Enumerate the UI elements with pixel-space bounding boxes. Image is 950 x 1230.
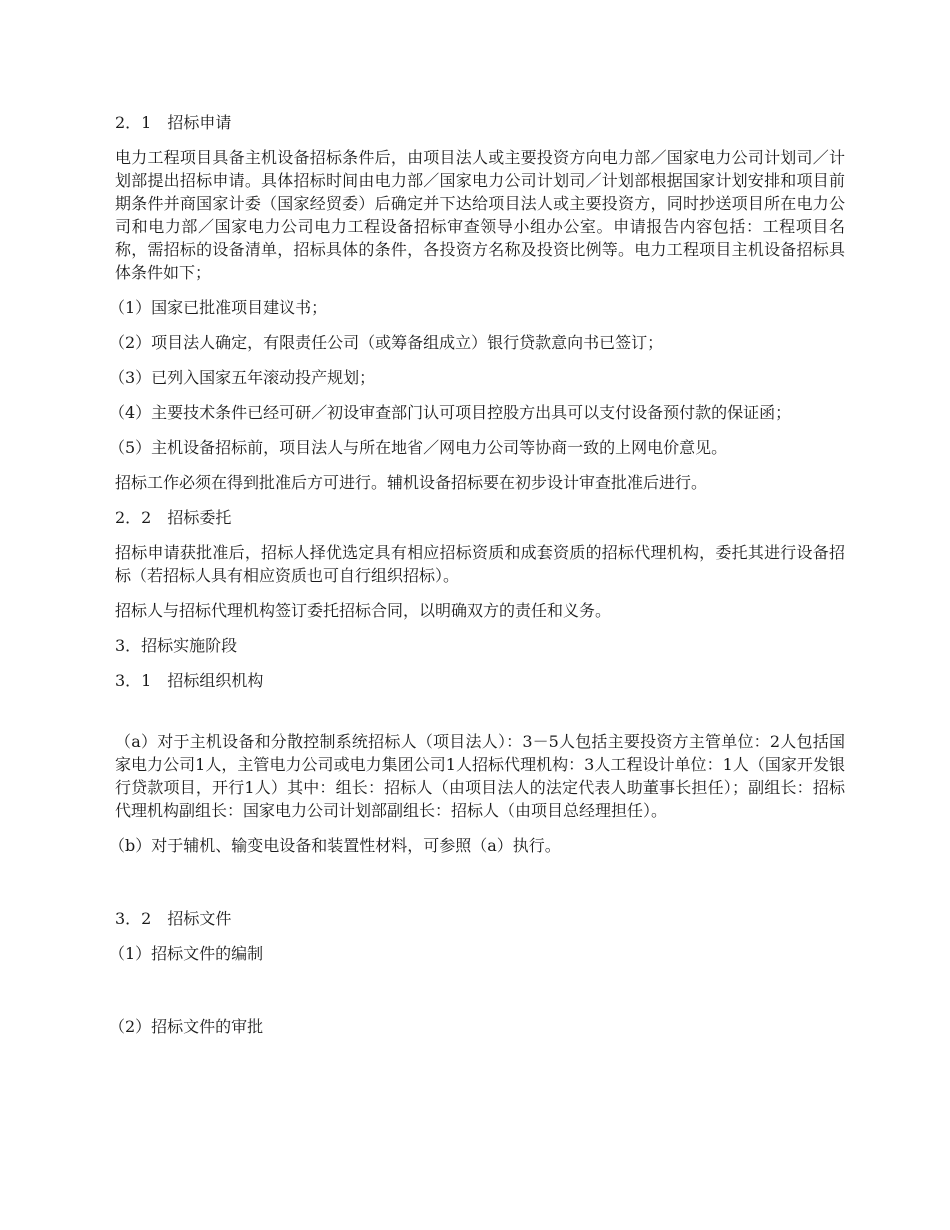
condition-item-1: （1）国家已批准项目建议书； bbox=[109, 298, 328, 317]
section-heading-3: 3．招标实施阶段 bbox=[115, 636, 238, 655]
document-body bbox=[109, 111, 845, 1050]
section-2-1-closing: 招标工作必须在得到批准后方可进行。辅机设备招标要在初步设计审查批准后进行。 bbox=[115, 473, 708, 492]
condition-item-4: （4）主要技术条件已经可研／初设审查部门认可项目控股方出具可以支付设备预付款的保证函； bbox=[109, 403, 792, 422]
section-heading-2-2: 2．2 招标委托 bbox=[115, 508, 232, 527]
section-2-2-paragraph-1: 招标申请获批准后，招标人择优选定具有相应招标资质和成套资质的招标代理机构，委托其进行设备招标（若招标人具有相应资质也可自行组织招标）。 bbox=[115, 543, 845, 585]
section-heading-3-1: 3．1 招标组织机构 bbox=[115, 671, 264, 690]
section-3-2-item-1: （1）招标文件的编制 bbox=[109, 944, 264, 963]
section-3-2-item-2: （2）招标文件的审批 bbox=[109, 1017, 264, 1036]
spacer bbox=[115, 977, 845, 1015]
condition-item-3: （3）已列入国家五年滚动投产规划； bbox=[109, 368, 376, 387]
section-heading-3-2: 3．2 招标文件 bbox=[115, 909, 232, 928]
spacer bbox=[115, 869, 845, 907]
condition-item-2: （2）项目法人确定，有限责任公司（或筹备组成立）银行贷款意向书已签订； bbox=[109, 333, 664, 352]
section-3-1-item-a: （a）对于主机设备和分散控制系统招标人（项目法人）：3－5人包括主要投资方主管单位：2人包括国家电力公司1人，主管电力公司或电力集团公司1人招标代理机构：3人工程设计单位：1人（国家开发银行贷款项目，开行1人）其中：组长：招标人（由项目法人的法定代表人助董事长担任）；副组长：招标代理机构副组长：国家电力公司计划部副组长：招标人（由项目总经理担任）。 bbox=[115, 732, 845, 820]
section-heading-2-1: 2．1 招标申请 bbox=[115, 113, 232, 132]
spacer bbox=[115, 704, 845, 730]
condition-item-5: （5）主机设备招标前，项目法人与所在地省／网电力公司等协商一致的上网电价意见。 bbox=[109, 438, 728, 457]
section-2-1-intro: 电力工程项目具备主机设备招标条件后，由项目法人或主要投资方向电力部／国家电力公司计划司／计划部提出招标申请。具体招标时间由电力部／国家电力公司计划司／计划部根据国家计划安排和项目前期条件并商国家计委（国家经贸委）后确定并下达给项目法人或主要投资方，同时抄送项目所在电力公司和电力部／国家电力公司电力工程设备招标审查领导小组办公室。申请报告内容包括：工程项目名称，需招标的设备清单，招标具体的条件，各投资方名称及投资比例等。电力工程项目主机设备招标具体条件如下； bbox=[115, 148, 845, 282]
section-3-1-item-b: （b）对于辅机、输变电设备和装置性材料，可参照（a）执行。 bbox=[109, 836, 561, 855]
section-2-2-paragraph-2: 招标人与招标代理机构签订委托招标合同，以明确双方的责任和义务。 bbox=[115, 601, 612, 620]
